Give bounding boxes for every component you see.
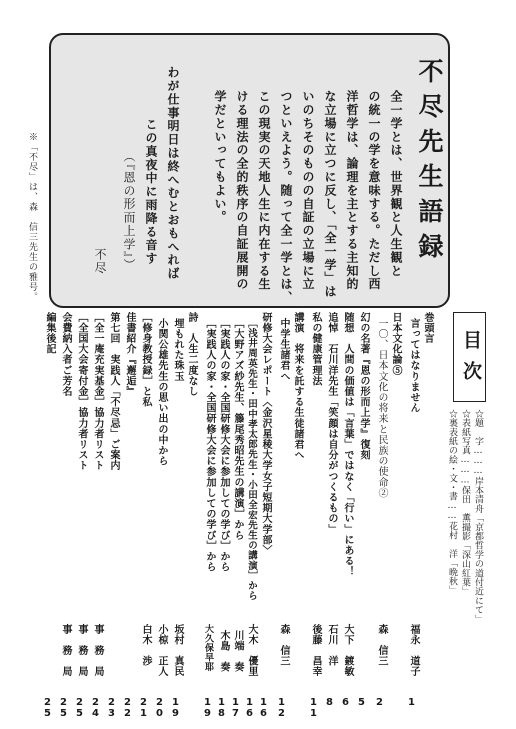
toc-author: 森 信三: [376, 624, 387, 666]
toc-item[interactable]: ［全一庵充実基金］協力者リスト: [92, 312, 103, 471]
toc-page: 21: [138, 697, 149, 719]
toc-item[interactable]: ［修身教授録］と私: [140, 312, 151, 408]
motto-line: この現実の天地人生に内在する生: [257, 90, 271, 291]
toc-page: 12: [276, 697, 287, 719]
toc-item[interactable]: 言ってはなりません: [408, 318, 419, 414]
toc-author: 小椋 正人: [156, 624, 167, 677]
toc-page: 11: [308, 697, 319, 719]
toc-item[interactable]: ［実践人の家・全国研修大会に参加しての学び］から: [218, 318, 229, 573]
toc-item[interactable]: 講演 将来を託する生徒諸君へ: [292, 312, 303, 461]
toc-page: 25: [42, 697, 53, 719]
motto-line: 学だといってもよい。: [213, 90, 227, 224]
toc-title: 目次: [453, 312, 486, 402]
motto-line: の統一の学を意味する。ただし西: [367, 90, 381, 291]
poem-line: わが仕事明日は終へむとおもへれば: [166, 66, 180, 281]
toc-author: 事 務 局: [60, 624, 71, 677]
toc-item[interactable]: 随想 人間の価値は「言葉」ではなく「行い」にある！: [342, 312, 353, 577]
toc-item[interactable]: 詩 人生二度なし: [186, 312, 197, 397]
toc-page: 18: [216, 697, 227, 719]
toc-author: 大木 優里: [246, 624, 257, 677]
toc-page: 1: [406, 697, 417, 708]
toc-page: 5: [356, 697, 367, 708]
motto-line: つといえよう。随って全一学とは、: [279, 90, 293, 305]
toc-item[interactable]: 佳書紹介『邂逅』: [124, 312, 135, 397]
penname-note: ※「不尽」は、森 信三先生の雅号。: [27, 132, 37, 302]
toc-item[interactable]: 一〇、日本文化の将来と民族の使命②: [376, 318, 387, 499]
cover-credit: ☆題 字………岸本清舟「京都哲学の道付近にて」: [473, 409, 483, 624]
motto-title: 不尽先生語録: [415, 58, 444, 268]
toc-page: 17: [230, 697, 241, 719]
toc-item[interactable]: 私の健康管理法: [310, 312, 321, 387]
toc-item[interactable]: ［実践人の家・全国研修大会に参加しての学び］から: [204, 318, 215, 573]
toc-page: 20: [154, 697, 165, 719]
toc-page: 22: [122, 697, 133, 719]
toc-author: 後藤 昌幸: [310, 624, 321, 677]
toc-page: 19: [170, 697, 181, 719]
toc-item[interactable]: ［全国大会寄付金］協力者リスト: [76, 312, 87, 471]
motto-line: いのちそのものの自証の立場に立: [301, 90, 315, 291]
motto-line: ける理法の全的秩序の自証展開の: [235, 90, 249, 291]
toc-author: 事 務 局: [76, 624, 87, 677]
poem-signature: 不尽: [93, 248, 107, 275]
toc-author: 木島 奏: [218, 630, 229, 672]
cover-credit: ☆裏表紙の絵・文・書……花村 洋「晩秋」: [447, 409, 457, 595]
motto-line: な立場に立つに反し、「全一学」は: [323, 90, 337, 299]
toc-item[interactable]: 編集後記: [44, 312, 55, 355]
toc-author: 大下 鍍敏: [342, 624, 353, 677]
toc-page: 2: [374, 697, 385, 708]
toc-author: 事 務 局: [92, 624, 103, 677]
toc-item[interactable]: 日本文化論⑤: [390, 312, 401, 376]
toc-page: 19: [202, 697, 213, 719]
toc-item[interactable]: 第七回 実践人「不尽忌」ご案内: [108, 312, 119, 471]
toc-author: 森 信三: [278, 624, 289, 666]
toc-item[interactable]: 追悼 石川洋先生「笑顔は自分がつくるもの」: [326, 312, 337, 535]
toc-page: 8: [324, 697, 335, 708]
toc-item[interactable]: 幻の名著『恩の形而上学』復刻: [358, 312, 369, 461]
toc-item[interactable]: 埋もれた珠玉: [172, 318, 183, 382]
toc-item[interactable]: 小関公雄先生の思い出の中から: [156, 318, 167, 467]
toc-author: 白木 渉: [140, 624, 151, 666]
toc-item[interactable]: ［大野アズ紗先生、籐尾秀昭先生の講演］から: [232, 318, 243, 541]
toc-page: 16: [258, 697, 269, 719]
toc-author: 大久保早耶: [203, 624, 213, 672]
toc-item[interactable]: 巻頭言: [422, 312, 433, 344]
toc-page: 24: [90, 697, 101, 719]
toc-item[interactable]: 中学生諸君へ: [278, 318, 289, 382]
toc-item[interactable]: ［浅井周英先生・田中孝太郎先生・小田全宏先生の講演］から: [246, 318, 257, 601]
toc-author: 石川 洋: [326, 624, 337, 666]
toc-author: 福永 道子: [408, 624, 419, 677]
motto-line: 洋哲学は、論理を主とする主知的: [345, 90, 359, 291]
cover-credit: ☆表紙写真………保田 薫撮影「深山紅葉」: [460, 409, 470, 596]
toc-author: 坂村 真民: [172, 624, 183, 677]
motto-line: 全一学とは、世界観と人生観と: [389, 90, 403, 278]
toc-item[interactable]: 研修大会レポート〈金沢星稜大学女子短期大学部〉: [260, 312, 271, 556]
toc-page: 23: [106, 697, 117, 719]
toc-author: 川端 奏: [232, 630, 243, 672]
toc-page: 25: [58, 697, 69, 719]
toc-page: 25: [74, 697, 85, 719]
poem-line: この真夜中に雨降る音す: [144, 118, 158, 266]
toc-page: 6: [340, 697, 351, 708]
poem-line: （『恩の形而上学』）: [122, 150, 136, 272]
toc-item[interactable]: 会費納入者ご芳名: [60, 312, 71, 397]
toc-page: 16: [244, 697, 255, 719]
